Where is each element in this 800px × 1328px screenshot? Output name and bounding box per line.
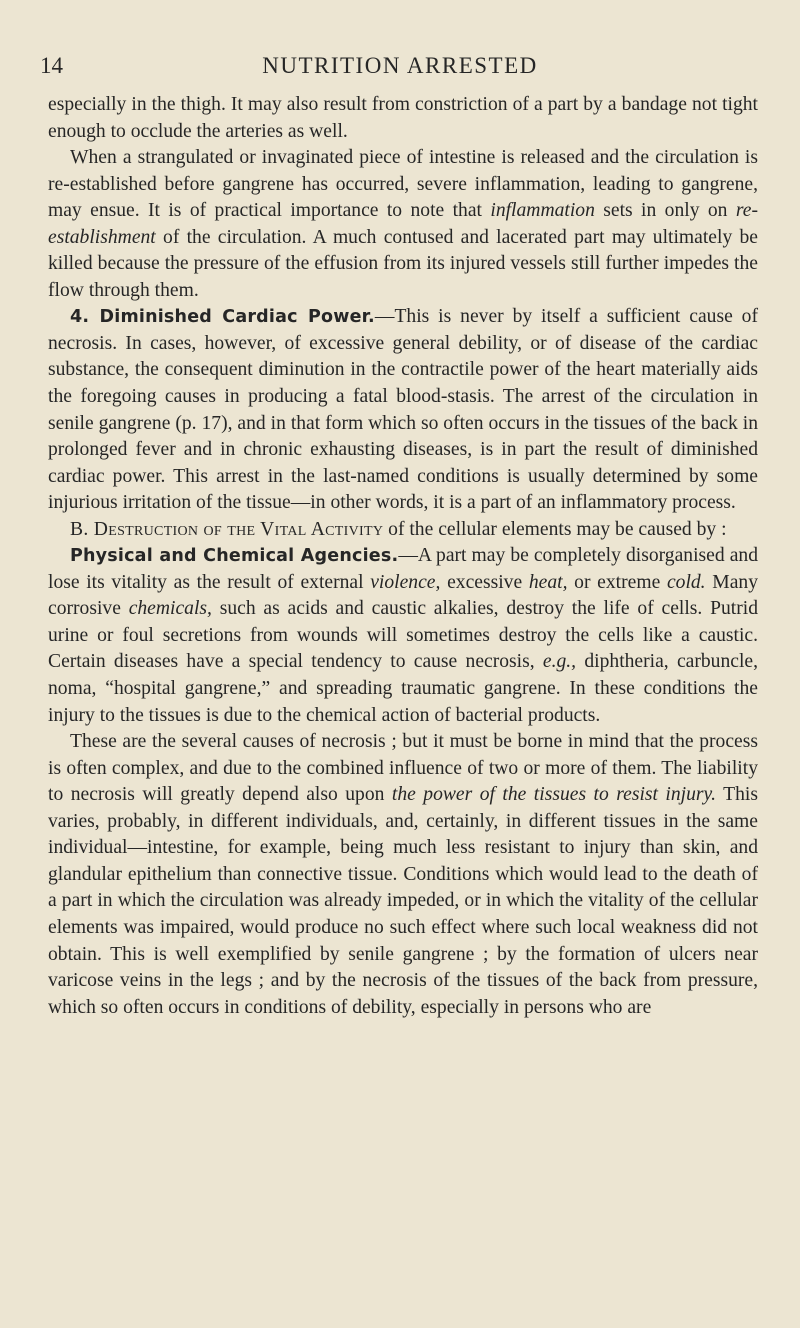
italic-text: e.g., bbox=[542, 651, 577, 673]
section-heading: B. Destruction of the Vital Activity bbox=[70, 518, 384, 540]
section-heading: 4. Diminished Cardiac Power. bbox=[70, 307, 375, 328]
paragraph bbox=[48, 543, 758, 729]
paragraph bbox=[48, 729, 758, 1021]
text-run: Many corrosive bbox=[48, 571, 758, 620]
text-run: This varies, probably, in different individuals, and, certainly, in different tissues in the same individual—intestine, for example, being much less resistant to injury than skin, and glandular epithelium than connective tissue. Conditions which would lead to the death of a part in which the circulation was already impeded, or in which the vitality of the cellular elements was impaired, would produce no such effect where such local weakness did not obtain. This is well exemplified by senile gangrene ; by the formation of ulcers near varicose veins in the legs ; and by the necrosis of the tissues of the back from pressure, which so often occurs in conditions of debility, especially in persons who are bbox=[48, 784, 758, 1018]
text-run: sets in only on bbox=[594, 200, 736, 222]
text-run: such as acids and caustic alkalies, destroy the life of cells. Putrid urine or foul secretions from wounds will sometimes destroy the cells like a caustic. Certain diseases have a special tendency to cause necrosis, bbox=[48, 598, 758, 673]
page-header bbox=[40, 48, 760, 84]
body-text bbox=[48, 92, 758, 1021]
text-run: When a strangulated or invaginated piece of intestine is released and the circulation is re-established before gangrene has occurred, severe inflammation, leading to gangrene, may ensue. It is of practical importance to note that bbox=[48, 147, 758, 222]
section-heading: Physical and Chemical Agencies. bbox=[70, 546, 399, 567]
text-run: —This is never by itself a sufficient cause of necrosis. In cases, however, of excessive general debility, or of disease of the cardiac substance, the consequent diminution in the contractile power of the heart materially aids the foregoing causes in producing a fatal blood-stasis. The arrest of the circulation in senile gangrene (p. 17), and in that form which so often occurs in the tissues of the back in prolonged fever and in chronic exhausting diseases, is in part the result of diminished cardiac power. This arrest in the last-named conditions is usually determined by some injurious irritation of the tissue—in other words, it is a part of an inflammatory process. bbox=[48, 306, 758, 514]
text-run: especially in the thigh. It may also result from constriction of a part by a bandage not tight enough to occlude the arteries as well. bbox=[48, 94, 758, 142]
text-run: of the circulation. A much contused and lacerated part may ultimately be killed because the pressure of the effusion from its injured vessels still further impedes the flow through them. bbox=[48, 226, 758, 301]
text-run: excessive bbox=[440, 571, 529, 593]
italic-text: violence, bbox=[370, 571, 441, 593]
paragraph bbox=[48, 92, 758, 145]
text-run: —A part may be completely disorganised and lose its vitality as the result of external bbox=[48, 545, 758, 593]
paragraph bbox=[48, 145, 758, 304]
page-number: 14 bbox=[40, 53, 63, 78]
text-run: diphtheria, carbuncle, noma, “hospital gangrene,” and spreading traumatic gangrene. In these conditions the injury to the tissues is due to the chemical action of bacterial products. bbox=[48, 651, 758, 726]
text-run: These are the several causes of necrosis ; but it must be borne in mind that the process is often complex, and due to the combined influence of two or more of them. The liability to necrosis will greatly depend also upon bbox=[48, 731, 758, 806]
paragraph bbox=[48, 304, 758, 516]
italic-text: chemicals, bbox=[128, 598, 212, 620]
paragraph bbox=[48, 517, 758, 544]
italic-text: heat, bbox=[528, 571, 568, 593]
text-run: or extreme bbox=[567, 571, 667, 593]
running-title: NUTRITION ARRESTED bbox=[262, 53, 538, 78]
italic-text: the power of the tissues to resist injury. bbox=[391, 784, 717, 806]
text-run: of the cellular elements may be caused by : bbox=[383, 518, 727, 540]
italic-text: inflammation bbox=[490, 200, 595, 222]
italic-text: re-establishment bbox=[48, 200, 758, 248]
italic-text: cold. bbox=[666, 571, 706, 593]
